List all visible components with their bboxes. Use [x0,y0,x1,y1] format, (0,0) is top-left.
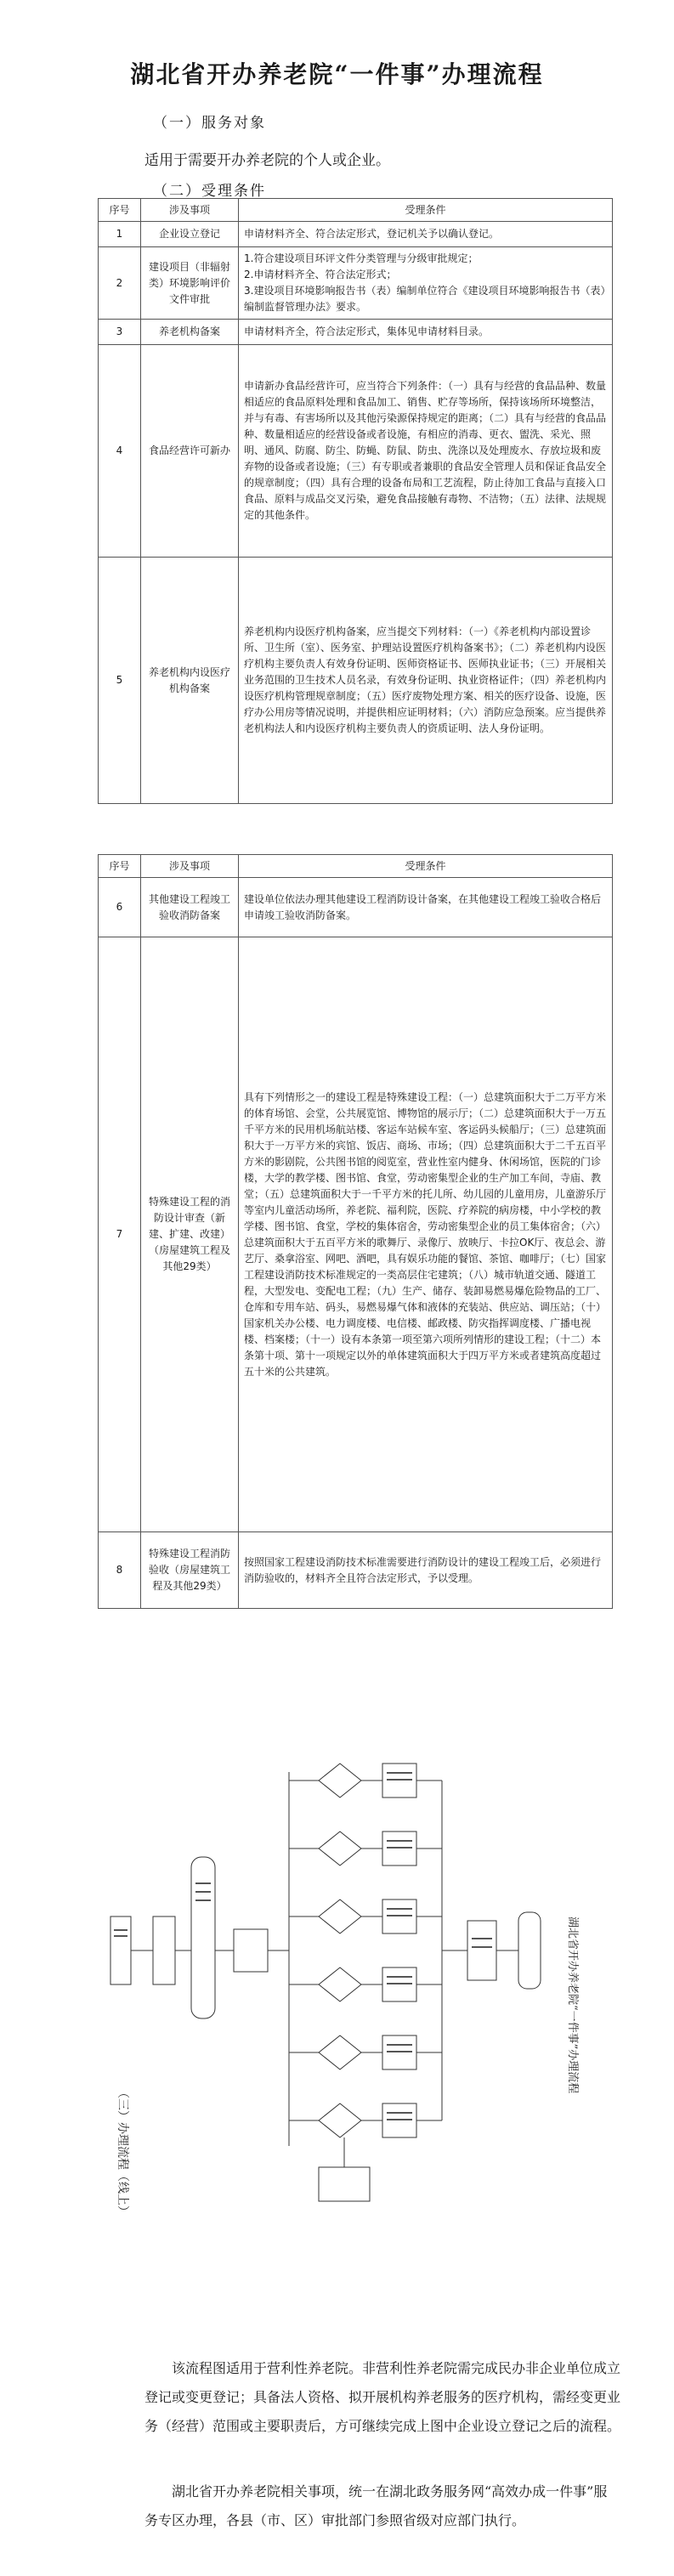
col-header-item: 涉及事项 [141,855,239,878]
conditions-table-2 [98,854,613,1609]
col-header-num: 序号 [99,199,141,222]
process-flowchart [93,1747,603,2222]
row-condition: 按照国家工程建设消防技术标准需要进行消防设计的建设工程竣工后，必须进行消防验收的，材料齐全且符合法定形式，予以受理。 [239,1532,613,1609]
row-item: 养老机构备案 [141,320,239,345]
row-condition: 申请材料齐全、符合法定形式，登记机关予以确认登记。 [239,222,613,247]
row-condition: 建设单位依法办理其他建设工程消防设计备案，在其他建设工程竣工验收合格后申请竣工验收消防备案。 [239,878,613,937]
flow-decision [319,1832,361,1865]
row-item: 特殊建设工程消防验收（房屋建筑工程及其他29类） [141,1532,239,1609]
flow-decision [319,1967,361,2001]
row-item: 建设项目（非辐射类）环境影响评价文件审批 [141,247,239,320]
row-item: 食品经营许可新办 [141,345,239,558]
service-target-text: 适用于需要开办养老院的个人或企业。 [144,152,390,169]
col-header-cond: 受理条件 [239,199,613,222]
row-number: 6 [99,878,141,937]
table-row [99,222,613,247]
table-row [99,937,613,1532]
row-number: 2 [99,247,141,320]
row-number: 1 [99,222,141,247]
table-row [99,558,613,804]
row-condition: 具有下列情形之一的建设工程是特殊建设工程：（一）总建筑面积大于二万平方米的体育场馆、会堂，公共展览馆、博物馆的展示厅；（二）总建筑面积大于一万五千平方米的民用机场航站楼、客运车站候车室、客运码头候船厅；（三）总建筑面积大于一万平方米的宾馆、饭店、商场、市场；（四）总建筑面积大于二千五百平方米的影剧院，公共图书馆的阅览室，营业性室内健身、休闲场馆，医院的门诊楼，大学的教学楼、图书馆、食堂，劳动密集型企业的生产加工车间，寺庙、教堂；（五）总建筑面积大于一千平方米的托儿所、幼儿园的儿童用房，儿童游乐厅等室内儿童活动场所，养老院、福利院，医院、疗养院的病房楼，中小学校的教学楼、图书馆、食堂，学校的集体宿舍，劳动密集型企业的员工集体宿舍；（六）总建筑面积大于五百平方米的歌舞厅、录像厅、放映厅、卡拉OK厅、夜总会、游艺厅、桑拿浴室、网吧、酒吧，具有娱乐功能的餐馆、茶馆、咖啡厅；（七）国家工程建设消防技术标准规定的一类高层住宅建筑；（八）城市轨道交通、隧道工程，大型发电、变配电工程；（九）生产、储存、装卸易燃易爆危险物品的工厂、仓库和专用车站、码头，易燃易爆气体和液体的充装站、供应站、调压站；（十）国家机关办公楼、电力调度楼、电信楼、邮政楼、防灾指挥调度楼、广播电视楼、档案楼；（十一）设有本条第一项至第六项所列情形的建设工程；（十二）本条第十项、第十一项规定以外的单体建筑面积大于四万平方米或者建筑高度超过五十米的公共建筑。 [239,937,613,1532]
flow-start-box [110,1916,131,1984]
table-row [99,1532,613,1609]
flow-decision [319,2035,361,2069]
flow-box [191,1857,215,2018]
flow-box [467,1921,496,1980]
table-row [99,345,613,558]
row-condition: 养老机构内设医疗机构备案，应当提交下列材料：（一）《养老机构内部设置诊所、卫生所（室）、医务室、护理站设置医疗机构备案书》；（二）养老机构内设医疗机构主要负责人有效身份证明、医师资格证书、医师执业证书；（三）开展相关业务范围的卫生技术人员名录，有效身份证明、执业资格证件；（四）养老机构内设医疗机构管理规章制度；（五）医疗废物处理方案、相关的医疗设备、设施，医疗办公用房等情况说明，并提供相应证明材料；（六）消防应急预案。应当提供养老机构法人和内设医疗机构主要负责人的资质证明、法人身份证明。 [239,558,613,804]
conditions-table-1 [98,198,613,804]
flow-decision [319,2103,361,2137]
row-number: 5 [99,558,141,804]
section-service-target: （一）服务对象 [153,115,266,132]
row-number: 4 [99,345,141,558]
row-condition: 申请材料齐全，符合法定形式，集体见申请材料目录。 [239,320,613,345]
row-item: 养老机构内设医疗机构备案 [141,558,239,804]
table-row [99,247,613,320]
row-number: 3 [99,320,141,345]
row-item: 其他建设工程竣工验收消防备案 [141,878,239,937]
col-header-item: 涉及事项 [141,199,239,222]
flow-box [319,2167,370,2201]
row-item: 企业设立登记 [141,222,239,247]
note-paragraph-2: 湖北省开办养老院相关事项，统一在湖北政务服务网“高效办成一件事”服务专区办理，各县（市、区）审批部门参照省级对应部门执行。 [144,2483,608,2528]
section-flow-online: （三）办理流程（线上） [116,2086,129,2217]
col-header-num: 序号 [99,855,141,878]
row-number: 8 [99,1532,141,1609]
flow-end-box [518,1912,541,1989]
col-header-cond: 受理条件 [239,855,613,878]
table-row [99,320,613,345]
section-conditions: （二）受理条件 [153,183,266,200]
row-number: 7 [99,937,141,1532]
flow-decision [319,1764,361,1798]
flow-box [234,1929,268,1972]
note-paragraph-1: 该流程图适用于营利性养老院。非营利性养老院需完成民办非企业单位成立登记或变更登记；具备法人资格、拟开展机构养老服务的医疗机构，需经变更业务（经营）范围或主要职责后，方可继续完成上图中企业设立登记之后的流程。 [144,2360,621,2434]
row-condition: 申请新办食品经营许可，应当符合下列条件：（一）具有与经营的食品品种、数量相适应的食品原料处理和食品加工、销售、贮存等场所，保持该场所环境整洁，并与有毒、有害场所以及其他污染源保持规定的距离；（二）具有与经营的食品品种、数量相适应的经营设备或者设施，有相应的消毒、更衣、盥洗、采光、照明、通风、防腐、防尘、防蝇、防鼠、防虫、洗涤以及处理废水、存放垃圾和废弃物的设备或者设施；（三）有专职或者兼职的食品安全管理人员和保证食品安全的规章制度；（四）具有合理的设备布局和工艺流程，防止待加工食品与直接入口食品、原料与成品交叉污染，避免食品接触有毒物、不洁物；（五）法律、法规规定的其他条件。 [239,345,613,558]
flow-box [153,1916,175,1984]
table-row [99,878,613,937]
row-item: 特殊建设工程的消防设计审查（新建、扩建、改建）（房屋建筑工程及其他29类） [141,937,239,1532]
flow-decision [319,1899,361,1933]
row-condition: 1.符合建设项目环评文件分类管理与分级审批规定； 2.申请材料齐全、符合法定形式； 3.建设项目环境影响报告书（表）编制单位符合《建设项目环境影响报告书（表）编制监督管理办法》要求。 [239,247,613,320]
flowchart-side-title: 湖北省开办养老院“一件事”办理流程 [566,1916,579,2094]
page-title: 湖北省开办养老院“一件事”办理流程 [130,60,544,88]
